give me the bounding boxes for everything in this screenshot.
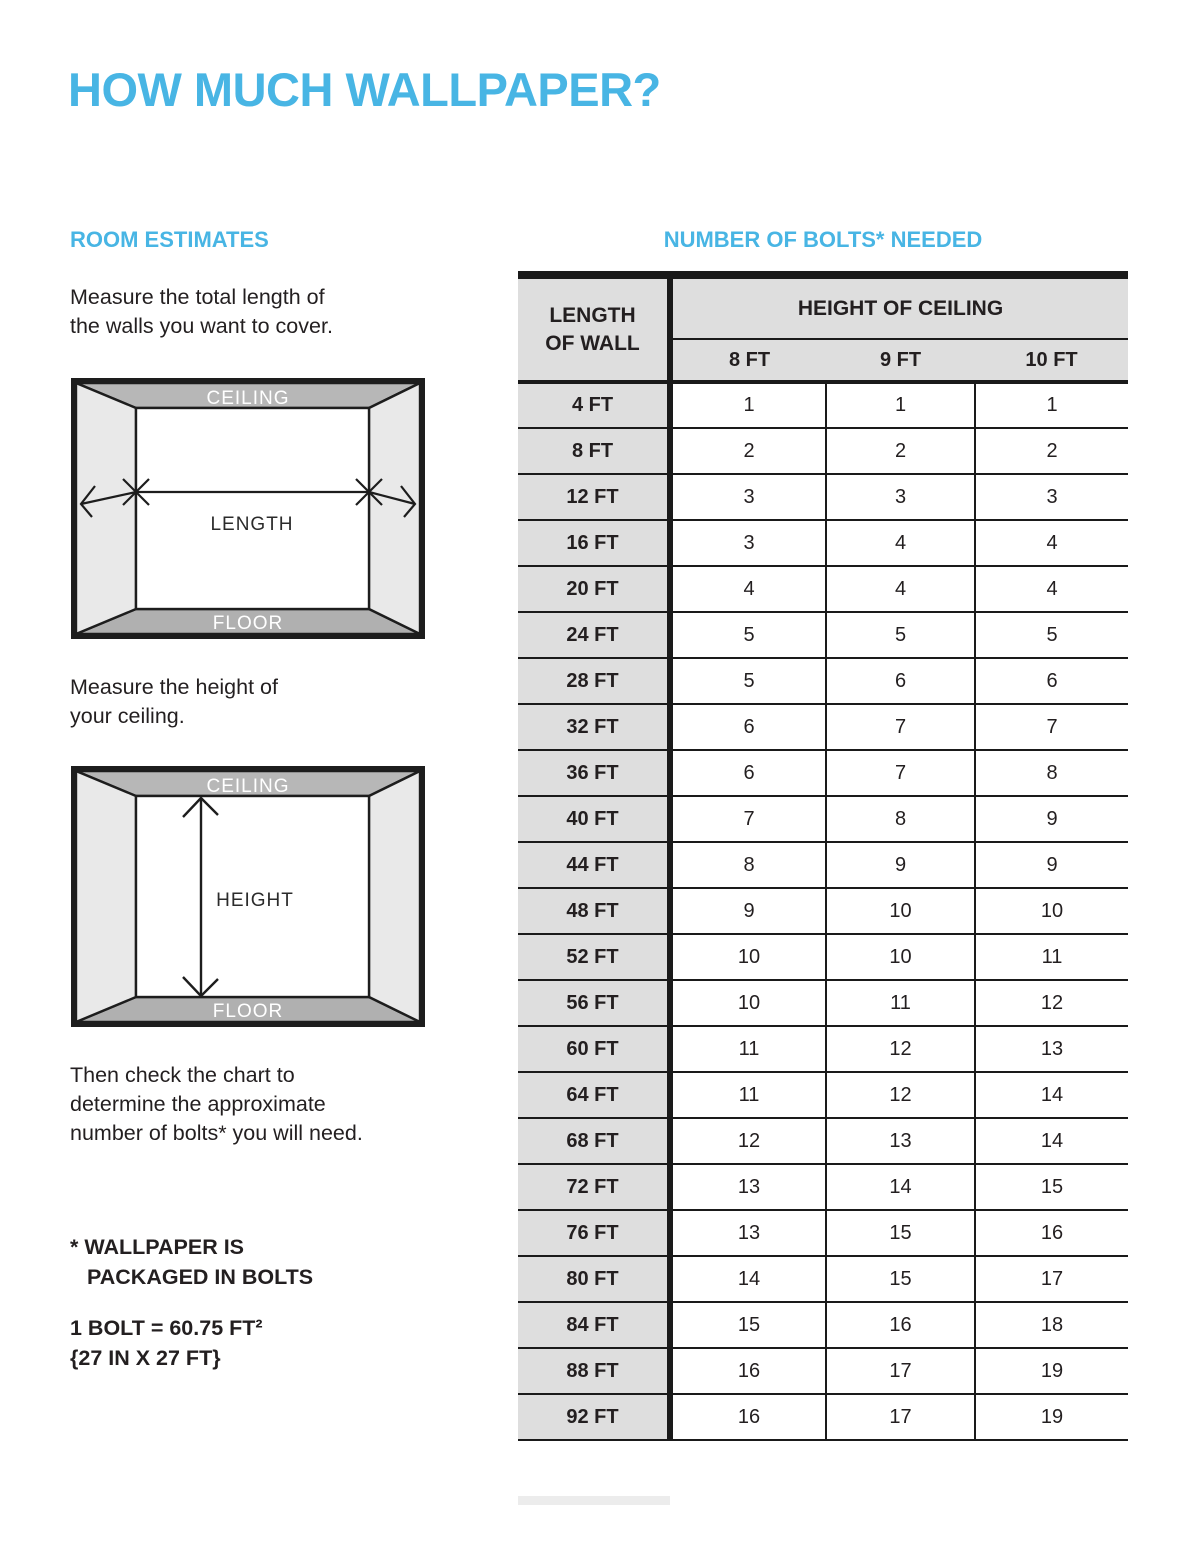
table-row (518, 980, 1128, 1026)
table-cell: 11 (826, 980, 975, 1026)
table-cell: 1 (670, 382, 826, 428)
table-cell: 13 (975, 1026, 1128, 1072)
room-length-diagram (71, 378, 425, 639)
measure-length-paragraph (70, 283, 333, 341)
table-cell: 3 (826, 474, 975, 520)
length-label: LENGTH (210, 514, 294, 535)
table-row (518, 934, 1128, 980)
table-row (518, 1164, 1128, 1210)
table-row-label: 8 FT (518, 428, 670, 474)
table-cell: 17 (826, 1394, 975, 1440)
table-cell: 3 (670, 474, 826, 520)
table-row-label: 88 FT (518, 1348, 670, 1394)
table-cell: 8 (975, 750, 1128, 796)
table-cell: 15 (826, 1210, 975, 1256)
room-estimates-heading: ROOM ESTIMATES (70, 227, 269, 252)
table-row (518, 796, 1128, 842)
table-cell: 7 (826, 750, 975, 796)
table-cell: 5 (975, 612, 1128, 658)
room-height-svg (71, 766, 425, 1027)
table-row (518, 704, 1128, 750)
table-cell: 4 (826, 566, 975, 612)
table-cell: 13 (670, 1210, 826, 1256)
check-chart-paragraph (70, 1061, 363, 1148)
table-row-label: 52 FT (518, 934, 670, 980)
table-cell: 14 (975, 1072, 1128, 1118)
page-title: HOW MUCH WALLPAPER? (68, 63, 661, 116)
table-cell: 1 (826, 382, 975, 428)
room-height-diagram (71, 766, 425, 1027)
table-row (518, 520, 1128, 566)
table-cell: 5 (670, 658, 826, 704)
table-cell: 17 (975, 1256, 1128, 1302)
table-cell: 10 (826, 888, 975, 934)
table-row-label: 72 FT (518, 1164, 670, 1210)
table-cell: 6 (670, 704, 826, 750)
table-cell: 8 (670, 842, 826, 888)
table-row-label: 64 FT (518, 1072, 670, 1118)
table-cell: 16 (670, 1394, 826, 1440)
table-cell: 9 (670, 888, 826, 934)
row-header-line: LENGTH (549, 303, 636, 327)
table-cell: 13 (826, 1118, 975, 1164)
footnote-line: PACKAGED IN BOLTS (87, 1265, 314, 1289)
table-cell: 19 (975, 1394, 1128, 1440)
table-row-label: 12 FT (518, 474, 670, 520)
table-cell: 5 (826, 612, 975, 658)
right-wall-surface (369, 771, 420, 1022)
table-row (518, 1394, 1128, 1440)
table-cell: 6 (670, 750, 826, 796)
table-cell: 14 (826, 1164, 975, 1210)
table-row (518, 888, 1128, 934)
table-row-label: 16 FT (518, 520, 670, 566)
table-cell: 11 (670, 1026, 826, 1072)
table-cell: 11 (670, 1072, 826, 1118)
wallpaper-bolts-footnote (70, 1232, 313, 1292)
floor-label: FLOOR (212, 613, 284, 634)
table-row (518, 612, 1128, 658)
row-header-line: OF WALL (545, 331, 640, 355)
table-cell: 15 (975, 1164, 1128, 1210)
table-row (518, 474, 1128, 520)
table-row-label: 56 FT (518, 980, 670, 1026)
table-row-label: 36 FT (518, 750, 670, 796)
table-cell: 10 (975, 888, 1128, 934)
table-cell: 3 (670, 520, 826, 566)
column-header-10ft: 10 FT (975, 339, 1128, 382)
table-cell: 12 (826, 1026, 975, 1072)
table-bottom-tab (518, 1496, 670, 1505)
table-row (518, 1256, 1128, 1302)
paragraph-line: number of bolts* you will need. (70, 1121, 363, 1145)
table-cell: 6 (975, 658, 1128, 704)
paragraph-line: Then check the chart to (70, 1063, 295, 1087)
table-row (518, 842, 1128, 888)
table-row (518, 382, 1128, 428)
left-wall-surface (76, 771, 136, 1022)
table-row (518, 428, 1128, 474)
table-cell: 11 (975, 934, 1128, 980)
table-cell: 6 (826, 658, 975, 704)
footnote-line: * WALLPAPER IS (70, 1235, 245, 1259)
table-cell: 4 (975, 520, 1128, 566)
table-cell: 18 (975, 1302, 1128, 1348)
paragraph-line: Measure the total length of (70, 285, 325, 309)
table-cell: 2 (975, 428, 1128, 474)
height-label: HEIGHT (216, 890, 294, 911)
paragraph-line: your ceiling. (70, 704, 185, 728)
bolt-info-line: {27 IN X 27 FT} (70, 1346, 221, 1370)
paragraph-line: determine the approximate (70, 1092, 326, 1116)
table-row-label: 4 FT (518, 382, 670, 428)
table-row-label: 20 FT (518, 566, 670, 612)
table-cell: 9 (826, 842, 975, 888)
table-row-label: 84 FT (518, 1302, 670, 1348)
table-cell: 1 (975, 382, 1128, 428)
column-header-8ft: 8 FT (670, 339, 826, 382)
table-cell: 17 (826, 1348, 975, 1394)
row-header-cell (518, 275, 670, 382)
table-row-label: 40 FT (518, 796, 670, 842)
table-row (518, 750, 1128, 796)
table-cell: 7 (670, 796, 826, 842)
table-cell: 4 (670, 566, 826, 612)
bolt-size-info (70, 1313, 263, 1373)
table-row-label: 92 FT (518, 1394, 670, 1440)
table-row-label: 48 FT (518, 888, 670, 934)
table-cell: 14 (975, 1118, 1128, 1164)
table-cell: 16 (670, 1348, 826, 1394)
table-row-label: 68 FT (518, 1118, 670, 1164)
column-header-9ft: 9 FT (826, 339, 975, 382)
table-row (518, 566, 1128, 612)
table-cell: 9 (975, 842, 1128, 888)
table-row-label: 28 FT (518, 658, 670, 704)
paragraph-line: Measure the height of (70, 675, 278, 699)
table-row-label: 80 FT (518, 1256, 670, 1302)
bolt-info-line: 1 BOLT = 60.75 FT² (70, 1316, 263, 1340)
back-wall-surface (136, 408, 369, 609)
column-group-header-cell: HEIGHT OF CEILING (670, 275, 1128, 339)
table-row-label: 76 FT (518, 1210, 670, 1256)
room-length-svg (71, 378, 425, 639)
table-cell: 13 (670, 1164, 826, 1210)
table-cell: 19 (975, 1348, 1128, 1394)
table-row (518, 658, 1128, 704)
table-cell: 3 (975, 474, 1128, 520)
table-row-label: 60 FT (518, 1026, 670, 1072)
table-cell: 10 (670, 934, 826, 980)
table-row-label: 44 FT (518, 842, 670, 888)
table-cell: 7 (826, 704, 975, 750)
table-cell: 12 (826, 1072, 975, 1118)
table-cell: 16 (975, 1210, 1128, 1256)
ceiling-label: CEILING (206, 388, 290, 409)
table-cell: 14 (670, 1256, 826, 1302)
table-cell: 5 (670, 612, 826, 658)
table-row-label: 32 FT (518, 704, 670, 750)
table-cell: 15 (826, 1256, 975, 1302)
ceiling-label: CEILING (206, 776, 290, 797)
table-cell: 10 (826, 934, 975, 980)
table-cell: 16 (826, 1302, 975, 1348)
table-cell: 4 (975, 566, 1128, 612)
measure-height-paragraph (70, 673, 278, 731)
table-row (518, 1072, 1128, 1118)
table-row (518, 1210, 1128, 1256)
floor-label: FLOOR (212, 1001, 284, 1022)
table-cell: 10 (670, 980, 826, 1026)
table-row (518, 1348, 1128, 1394)
table-row (518, 1302, 1128, 1348)
paragraph-line: the walls you want to cover. (70, 314, 333, 338)
table-row (518, 1118, 1128, 1164)
table-cell: 15 (670, 1302, 826, 1348)
table-cell: 12 (975, 980, 1128, 1026)
table-cell: 9 (975, 796, 1128, 842)
bolts-needed-heading: NUMBER OF BOLTS* NEEDED (663, 227, 983, 252)
table-cell: 2 (826, 428, 975, 474)
table-row-label: 24 FT (518, 612, 670, 658)
bolts-needed-table (518, 271, 1128, 1441)
table-row (518, 1026, 1128, 1072)
table-cell: 4 (826, 520, 975, 566)
table-cell: 2 (670, 428, 826, 474)
table-cell: 8 (826, 796, 975, 842)
table-cell: 12 (670, 1118, 826, 1164)
table-cell: 7 (975, 704, 1128, 750)
